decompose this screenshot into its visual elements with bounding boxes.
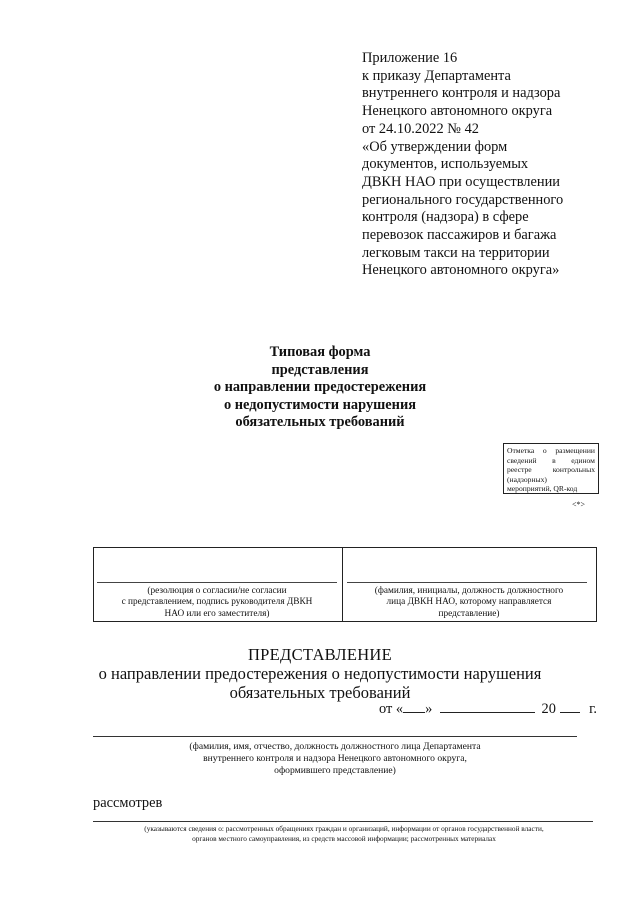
official-caption — [93, 741, 577, 776]
date-year-prefix: 20 — [541, 701, 556, 717]
qr-code-mark-box — [503, 443, 599, 494]
official-name-line[interactable] — [93, 736, 577, 737]
form-title-line: о направлении предостережения — [213, 379, 427, 396]
considered-caption — [93, 824, 595, 845]
year-field[interactable] — [560, 699, 580, 713]
qr-box-line: мероприятий, QR-код — [507, 484, 578, 494]
caption-line: с представлением, подпись руководителя ДВКН — [121, 597, 313, 608]
footnote-mark: <*> — [572, 500, 586, 509]
representation-title: ПРЕДСТАВЛЕНИЕ — [247, 645, 393, 664]
form-title — [0, 344, 640, 432]
header-line: легковым такси на территории — [362, 244, 550, 261]
caption-line: внутреннего контроля и надзора Ненецкого автономного округа, — [203, 752, 467, 764]
resolution-signature-line[interactable] — [97, 582, 337, 583]
caption-line: оформившего представление) — [274, 764, 396, 776]
considered-line[interactable] — [93, 821, 593, 822]
header-line: Ненецкого автономного округа — [362, 103, 553, 120]
date-year-suffix: г. — [589, 701, 598, 717]
month-field[interactable] — [440, 699, 535, 713]
caption-line: (указываются сведения о: рассмотренных обращениях граждан и организаций, информации от органов государственной власти, — [144, 824, 544, 833]
date-day-close: » — [425, 701, 433, 717]
caption-line: (фамилия, имя, отчество, должность должностного лица Департамента — [189, 741, 481, 752]
caption-line: (резолюция о согласии/не согласии — [147, 586, 287, 596]
header-line: Ненецкого автономного округа» — [362, 262, 560, 279]
form-title-line: о недопустимости нарушения — [223, 396, 417, 413]
resolution-caption — [95, 586, 339, 620]
date-prefix: от « — [379, 701, 404, 717]
caption-line: НАО или его заместителя) — [164, 608, 270, 619]
qr-box-line: (надзорных) — [507, 474, 547, 484]
subtitle-line: обязательных требований — [229, 682, 411, 702]
header-line: внутреннего контроля и надзора — [362, 85, 561, 102]
appendix-header — [362, 50, 622, 280]
representation-subtitle — [0, 665, 640, 702]
addressee-line[interactable] — [347, 582, 587, 583]
form-title-line: представления — [271, 361, 369, 378]
header-line: документов, используемых — [362, 156, 529, 173]
subtitle-line: о направлении предостережения о недопустимости нарушения — [98, 664, 542, 683]
form-title-line: обязательных требований — [235, 414, 405, 431]
caption-line: лица ДВКН НАО, которому направляется — [386, 597, 552, 608]
addressee-caption — [345, 586, 593, 620]
considered-label: рассмотрев — [93, 795, 163, 811]
header-line: «Об утверждении форм — [362, 138, 508, 155]
date-line — [379, 699, 597, 718]
header-line: регионального государственного — [362, 191, 564, 208]
header-line: контроля (надзора) в сфере — [362, 209, 529, 226]
day-field[interactable] — [403, 699, 425, 713]
caption-line: (фамилия, инициалы, должность должностного — [374, 586, 564, 596]
header-line: перевозок пассажиров и багажа — [362, 227, 557, 244]
qr-box-line: реестре контрольных — [507, 465, 595, 475]
table-divider — [342, 547, 343, 622]
caption-line: органов местного самоуправления, из средств массовой информации; рассмотренных материалах — [192, 834, 496, 844]
header-line: ДВКН НАО при осуществлении — [362, 173, 560, 190]
header-line: к приказу Департамента — [362, 67, 511, 84]
qr-box-line: сведений в едином — [507, 455, 595, 465]
form-title-line: Типовая форма — [269, 344, 371, 360]
caption-line: представление) — [438, 608, 500, 619]
header-line: от 24.10.2022 № 42 — [362, 120, 479, 137]
header-line: Приложение 16 — [362, 50, 458, 66]
qr-box-line: Отметка о размещении — [507, 446, 595, 455]
